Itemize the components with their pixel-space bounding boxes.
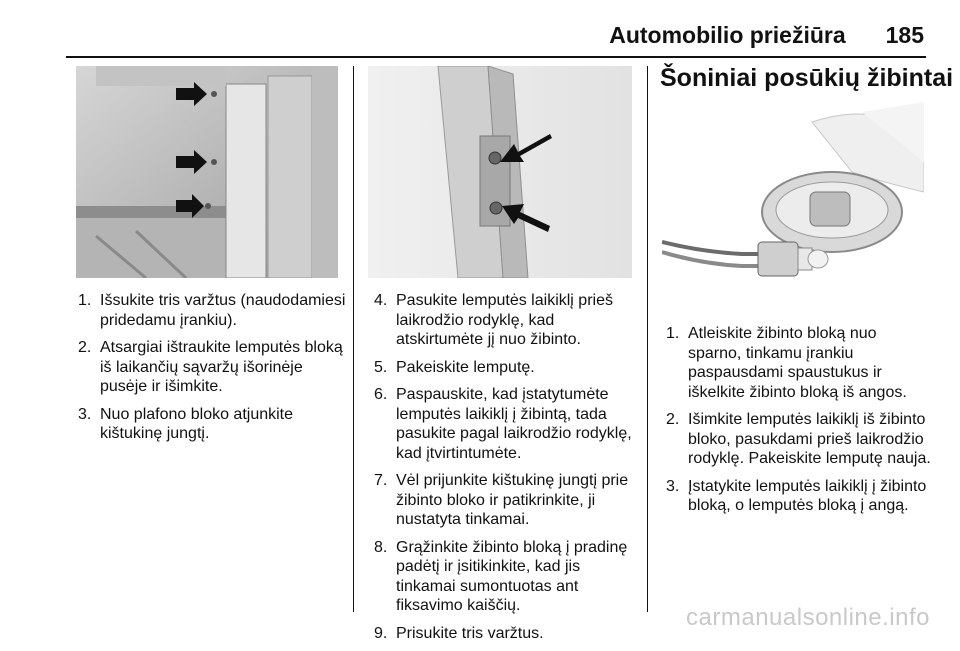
step-text: Nuo plafono bloko atjunkite kištukinę jungtį.	[100, 405, 294, 442]
step-text: Išsukite tris varžtus (naudodamiesi pridedamu įrankiu).	[100, 292, 346, 329]
list-item: 6. Paspauskite, kad įstatytumėte lemputės laikiklį į žibintą, tada pasukite pagal laikrodžio rodyklę, kad įtvirtintumėte.	[374, 386, 632, 462]
middle-column	[374, 291, 642, 651]
illustration-side-turn-lamp	[662, 102, 924, 310]
step-text: Paspauskite, kad įstatytumėte lemputės laikiklį į žibintą, tada pasukite pagal laikrodžio rodyklę, kad įtvirtintumėte.	[396, 386, 632, 462]
step-text: Vėl prijunkite kištukinę jungtį prie žibinto bloko ir patikrinkite, ji nustatyta tinkamai.	[396, 472, 629, 528]
list-item: 7. Vėl prijunkite kištukinę jungtį prie žibinto bloko ir patikrinkite, ji nustatyta tinkamai.	[374, 472, 629, 528]
section-title: Šoniniai posūkių žibintai	[660, 64, 954, 92]
list-item: 4. Pasukite lemputės laikiklį prieš laikrodžio rodyklę, kad atskirtumėte jį nuo žibinto.	[374, 292, 613, 348]
step-text: Grąžinkite žibinto bloką į pradinę padėtį ir įsitikinkite, kad jis tinkamai sumontuotas ant fiksavimo kaiščių.	[396, 538, 628, 614]
watermark: carmanualsonline.info	[686, 604, 930, 631]
right-column	[666, 324, 932, 524]
header-rule	[66, 56, 926, 58]
step-text: Atsargiai ištraukite lemputės bloką iš laikančių sąvaržų išorinėje pusėje ir išimkite.	[100, 339, 343, 395]
page-header	[609, 22, 924, 54]
list-item: 2. Išimkite lemputės laikiklį iš žibinto bloko, pasukdami prieš laikrodžio rodyklę. Pakeiskite lemputę nauja.	[666, 411, 931, 467]
step-text: Atleiskite žibinto bloką nuo sparno, tinkamu įrankiu paspausdami spaustukus ir iškelkite žibinto bloką iš angos.	[688, 325, 907, 401]
step-text: Pakeiskite lemputę.	[396, 358, 535, 376]
list-item: 3. Įstatykite lemputės laikiklį į žibinto bloką, o lemputės bloką į angą.	[666, 477, 927, 514]
step-text: Išimkite lemputės laikiklį iš žibinto bloko, pasukdami prieš laikrodžio rodyklę. Pakeiskite lemputę nauja.	[688, 411, 931, 467]
list-item: 8. Grąžinkite žibinto bloką į pradinę padėtį ir įsitikinkite, kad jis tinkamai sumontuotas ant fiksavimo kaiščių.	[374, 538, 628, 614]
list-item: 2. Atsargiai ištraukite lemputės bloką iš laikančių sąvaržų išorinėje pusėje ir išimkite.	[78, 339, 343, 395]
step-text: Įstatykite lemputės laikiklį į žibinto bloką, o lemputės bloką į angą.	[688, 477, 927, 514]
list-item: 1. Išsukite tris varžtus (naudodamiesi pridedamu įrankiu).	[78, 292, 346, 329]
list-item: 5. Pakeiskite lemputę.	[374, 358, 535, 376]
list-item: 9. Prisukite tris varžtus.	[374, 624, 544, 642]
step-text: Prisukite tris varžtus.	[396, 624, 544, 642]
list-item: 3. Nuo plafono bloko atjunkite kištukinę jungtį.	[78, 405, 294, 442]
right-steps-list	[666, 324, 932, 516]
page-number: 185	[885, 22, 924, 48]
list-item: 1. Atleiskite žibinto bloką nuo sparno, tinkamu įrankiu paspausdami spaustukus ir iškelkite žibinto bloką iš angos.	[666, 325, 907, 401]
column-divider-right	[647, 66, 648, 612]
left-steps-list	[78, 291, 346, 444]
left-column	[78, 291, 346, 452]
header-title: Automobilio priežiūra	[609, 22, 846, 48]
illustration-light-unit-arrows	[368, 66, 632, 278]
step-text: Pasukite lemputės laikiklį prieš laikrodžio rodyklę, kad atskirtumėte jį nuo žibinto.	[396, 292, 613, 348]
column-divider-left	[353, 66, 354, 612]
middle-steps-list	[374, 291, 642, 643]
illustration-interior-light-screws	[76, 66, 338, 278]
